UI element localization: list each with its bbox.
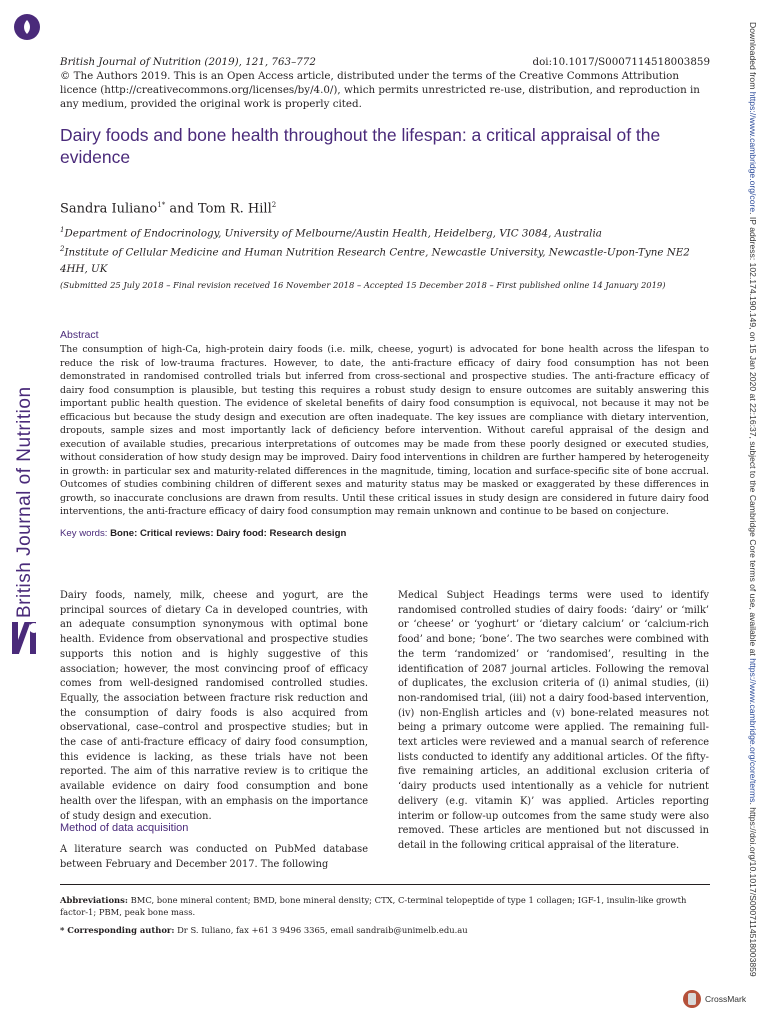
abbreviations-note — [60, 894, 710, 918]
corresponding-author-text: Dr S. Iuliano, fax +61 3 9496 3365, email sandraib@unimelb.edu.au — [174, 925, 468, 935]
author-2-sup: 2 — [271, 201, 277, 209]
side-journal-label: British Journal of Nutrition — [14, 386, 35, 618]
affiliation-1-num: 1 — [60, 226, 65, 234]
crossmark-icon — [683, 990, 701, 1008]
terms-link[interactable]: https://www.cambridge.org/core/terms — [748, 658, 758, 803]
affiliation-2: Institute of Cellular Medicine and Human Nutrition Research Centre, Newcastle University, Newcastle-Upon-Tyne NE2 4HH, UK — [60, 246, 690, 275]
affiliation-1: Department of Endocrinology, University of Melbourne/Austin Health, Heidelberg, VIC 3084, Australia — [64, 227, 602, 240]
download-tail: . https://doi.org/10.1017/S0007114518003859 — [748, 802, 758, 977]
body-column-2-paragraph: Medical Subject Headings terms were used to identify randomised controlled studies of dairy foods: ‘dairy’ or ‘milk’ or ‘cheese’ or ‘yoghurt’ or ‘dietary calcium’ or ‘calcium-rich food’ and bone; ‘bone’. The two searches were combined with the term ‘randomized’ or ‘randomised’, resulting in the identification of 2087 journal articles. Following the removal of duplicates, the exclusion criteria of (i) animal studies, (ii) non-randomised trial, (iii) not a dairy food-based intervention, (iv) non-English articles and (v) bone-related measures not being a primary outcome were applied. The remaining full-text articles were reviewed and a manual search of reference lists conducted to identify any additional articles. Of the fifty-five remaining articles, an additional exclusion criteria of ‘dairy products used intentionally as a vehicle for nutrient delivery (e.g. vitamin K)’ was applied. Articles reporting interim or follow-up outcomes from the same study were also removed. These articles are mentioned but not discussed in detail in the following critical appraisal of the literature. — [398, 590, 709, 851]
author-1-sup: 1* — [157, 201, 166, 209]
keywords — [60, 528, 710, 539]
core-link[interactable]: https://www.cambridge.org/core — [748, 91, 758, 213]
abbreviations-label: Abbreviations: — [60, 895, 128, 905]
download-prefix: Downloaded from — [748, 22, 758, 92]
submission-history: (Submitted 25 July 2018 – Final revision received 16 November 2018 – Accepted 15 December 2018 – First published online 14 January 2019) — [60, 280, 666, 290]
abstract-heading: Abstract — [60, 329, 99, 341]
footnote-divider — [60, 884, 710, 885]
author-1[interactable]: Sandra Iuliano — [60, 201, 158, 217]
publisher-logo-icon — [14, 14, 40, 40]
journal-citation: British Journal of Nutrition (2019), 121, 763–772 — [60, 56, 316, 68]
license-text: © The Authors 2019. This is an Open Access article, distributed under the terms of the Creative Commons Attribution licence (http://creativecommons.org/licenses/by/4.0/), which permits unrestricted re-use, distribution, and reproduction in any medium, provided the original work is properly cited. — [60, 70, 700, 110]
author-list — [60, 201, 710, 216]
body-column-1-paragraph: Dairy foods, namely, milk, cheese and yogurt, are the principal sources of dietary Ca in developed countries, with an adequate consumption synonymous with optimal bone health. Evidence from observational and prospective studies supports this notion and is highly suggestive of this association; however, the most convincing proof of efficacy comes from well-designed randomised controlled studies. Equally, the association between fracture risk reduction and the consumption of dairy foods is also acquired from observational, case–control and prospective studies; but in the case of anti-fracture efficacy of dairy food consumption, this evidence is lacking, as these trials have not been reported. The aim of this narrative review is to critique the available evidence on dairy food consumption and bone health over the lifespan, with an emphasis on the importance of study design and execution. — [60, 590, 368, 822]
crossmark-label: CrossMark — [705, 994, 747, 1004]
abbreviations-text: BMC, bone mineral content; BMD, bone mineral density; CTX, C-terminal telopeptide of type 1 collagen; IGF-1, insulin-like growth factor-1; PBM, peak bone mass. — [60, 895, 687, 917]
keywords-label: Key words: — [60, 528, 111, 539]
section-heading: Method of data acquisition — [60, 822, 189, 834]
author-conjunction: and — [165, 201, 198, 217]
body-column-1-paragraph-2: A literature search was conducted on PubMed database between February and December 2017. The following — [60, 844, 368, 870]
footnotes — [60, 894, 710, 942]
page-header — [60, 55, 710, 111]
author-2[interactable]: Tom R. Hill — [197, 201, 272, 217]
article-title: Dairy foods and bone health throughout the lifespan: a critical appraisal of the evidence — [60, 125, 661, 167]
crossmark-badge[interactable] — [683, 987, 753, 1011]
affiliation-2-num: 2 — [60, 245, 65, 254]
keywords-values: Bone: Critical reviews: Dairy food: Research design — [110, 528, 347, 539]
corresponding-author-note — [60, 924, 710, 936]
affiliations — [60, 222, 710, 277]
corresponding-author-label: * Corresponding author: — [60, 925, 175, 935]
doi[interactable]: doi:10.1017/S0007114518003859 — [532, 56, 710, 68]
ns-logo-icon — [10, 618, 42, 658]
abstract-text: The consumption of high-Ca, high-protein dairy foods (i.e. milk, cheese, yogurt) is advocated for bone health across the lifespan to reduce the risk of low-trauma fractures. However, to date, the anti-fracture efficacy of dairy food consumption has not been demonstrated in randomised controlled trials but inferred from cross-sectional and prospective studies. The anti-fracture efficacy of dairy food consumption is plausible, but testing this requires a robust study design to ensure outcomes are suitably answering this important public health question. The evidence of skeletal benefits of dairy food consumption is equivocal, not because it may not be efficacious but because the study design and execution are often inadequate. The key issues are compliance with dietary intervention, dropouts, sample sizes and most importantly lack of deficiency before intervention. Without careful appraisal of the design and execution of available studies, precarious interpretations of outcomes may be made from these poorly designed or executed studies, without consideration of how study design may be improved. Dairy food interventions in children are further hampered by heterogeneity in growth: in particular sex and maturity-related differences in the magnitude, timing, location and surface-specific site of bone accrual. Outcomes of studies combining children of different sexes and maturity status may be masked or exaggerated by these differences in growth, so inaccurate conclusions are drawn from results. Until these critical issues in study design are considered in future dairy food interventions, the anti-fracture efficacy of dairy food consumption may remain unknown and continue to be based on conjecture. — [60, 344, 709, 517]
download-middle: . IP address: 102.174.190.149, on 15 Jan 2020 at 22:16:37, subject to the Cambridge Core terms of use, available at — [748, 212, 758, 659]
